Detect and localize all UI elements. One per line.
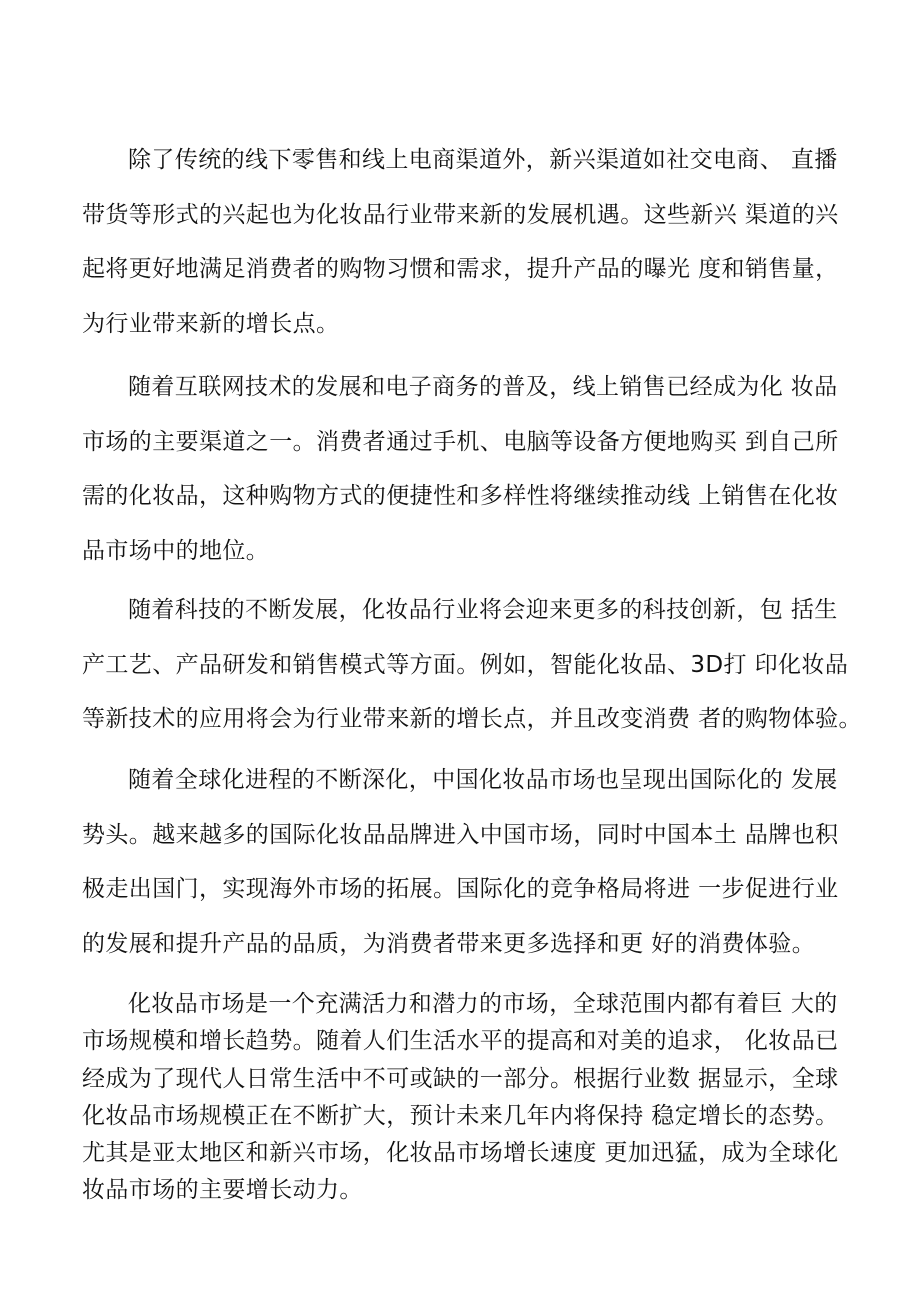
paragraph-market-overview — [82, 986, 842, 1210]
paragraph-line: 起将更好地满足消费者的购物习惯和需求，提升产品的曝光 度和销售量， — [82, 256, 839, 282]
paragraph-line: 妆品市场的主要增长动力。 — [82, 1177, 363, 1204]
paragraph-line: 带货等形式的兴起也为化妆品行业带来新的发展机遇。这些新兴 渠道的兴 — [82, 201, 839, 228]
paragraph-line: 品市场中的地位。 — [82, 537, 270, 564]
paragraph-line: 势头。越来越多的国际化妆品品牌进入中国市场，同时中国本土 品牌也积 — [82, 821, 839, 848]
paragraph-online-sales — [82, 369, 842, 587]
paragraph-line: 除了传统的线下零售和线上电商渠道外，新兴渠道如社交电商、 直播 — [128, 147, 838, 173]
paragraph-line: 极走出国门，实现海外市场的拓展。国际化的竞争格局将进 一步促进行业 — [82, 876, 839, 902]
paragraph-globalization — [82, 762, 842, 980]
paragraph-line: 随着科技的不断发展，化妆品行业将会迎来更多的科技创新，包 括生 — [128, 597, 838, 623]
paragraph-tech-innovation — [82, 592, 862, 756]
paragraph-line: 随着互联网技术的发展和电子商务的普及，线上销售已经成为化 妆品 — [128, 374, 838, 400]
paragraph-line: 的发展和提升产品的品质，为消费者带来更多选择和更 好的消费体验。 — [82, 930, 816, 957]
paragraph-line: 随着全球化进程的不断深化，中国化妆品市场也呈现出国际化的 发展 — [128, 767, 838, 793]
paragraph-line: 市场的主要渠道之一。消费者通过手机、电脑等设备方便地购买 到自己所 — [82, 428, 839, 455]
paragraph-line: 经成为了现代人日常生活中不可或缺的一部分。根据行业数 据显示，全球 — [82, 1065, 839, 1092]
paragraph-emerging-channels — [82, 142, 842, 360]
paragraph-line: 化妆品市场是一个充满活力和潜力的市场，全球范围内都有着巨 大的 — [128, 991, 838, 1017]
paragraph-line: 为行业带来新的增长点。 — [82, 310, 340, 337]
paragraph-line: 市场规模和增长趋势。随着人们生活水平的提高和对美的追求， 化妆品已 — [82, 1028, 839, 1055]
paragraph-line: 化妆品市场规模正在不断扩大，预计未来几年内将保持 稳定增长的态势。 — [82, 1102, 839, 1129]
paragraph-line: 等新技术的应用将会为行业带来新的增长点，并且改变消费 者的购物体验。 — [82, 706, 862, 732]
paragraph-line: 产工艺、产品研发和销售模式等方面。例如，智能化妆品、3D打 印化妆品 — [82, 651, 849, 678]
paragraph-line: 尤其是亚太地区和新兴市场，化妆品市场增长速度 更加迅猛，成为全球化 — [82, 1140, 839, 1167]
paragraph-line: 需的化妆品，这种购物方式的便捷性和多样性将继续推动线 上销售在化妆 — [82, 483, 839, 509]
